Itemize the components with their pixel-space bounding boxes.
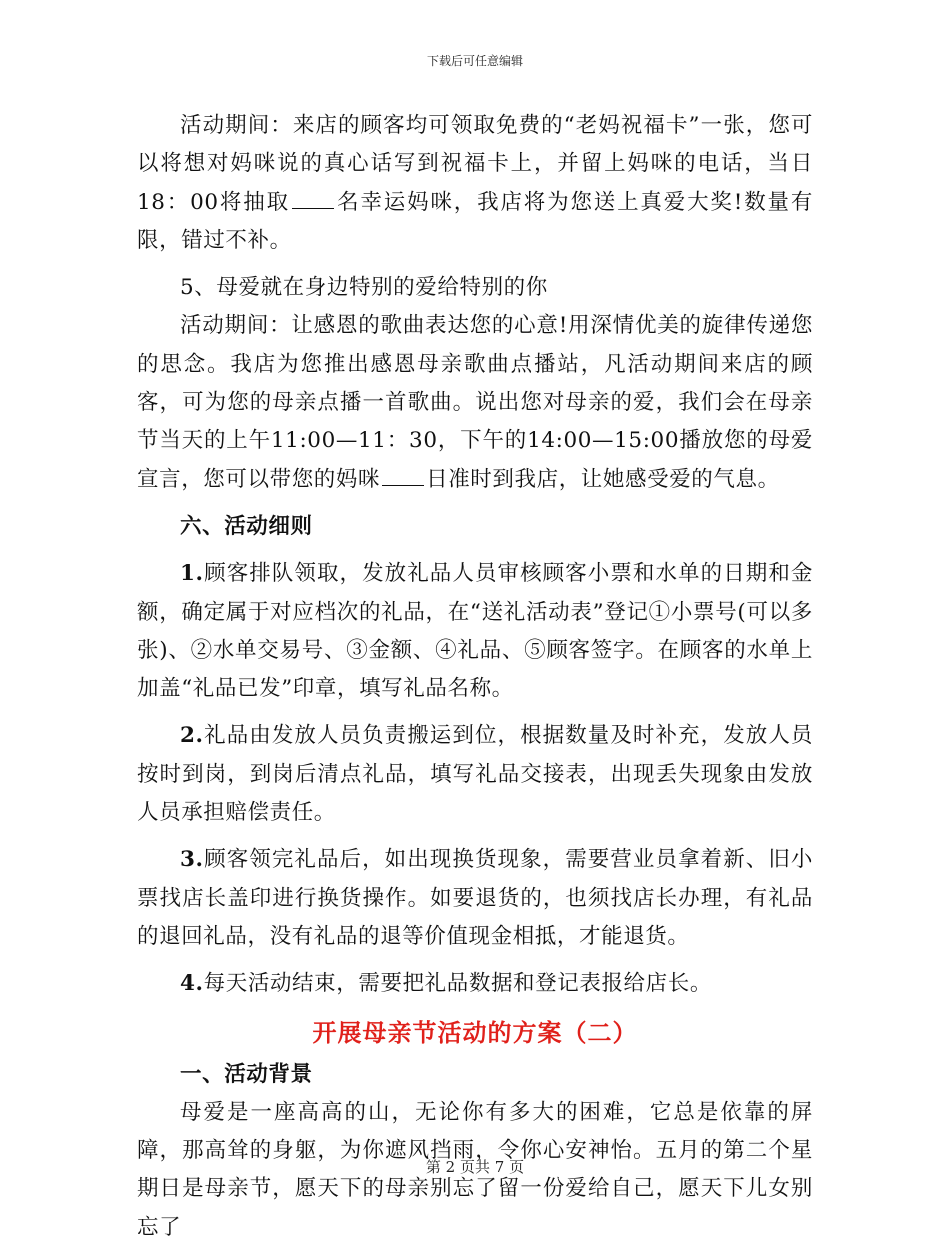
rule-number: 1. bbox=[180, 561, 204, 587]
plan-2-title: 开展母亲节活动的方案（二） bbox=[312, 1017, 638, 1047]
paragraph-text: 日准时到我店，让她感受爱的气息。 bbox=[426, 466, 780, 492]
document-body bbox=[137, 107, 813, 1247]
blank-underline bbox=[292, 190, 334, 209]
rule-text: 顾客排队领取，发放礼品人员审核顾客小票和水单的日期和金额，确定属于对应档次的礼品，在“送礼活动表”登记①小票号(可以多张)、②水单交易号、③金额、④礼品、⑤顾客签字。在顾客的水单上加盖“礼品已发”印章，填写礼品名称。 bbox=[137, 561, 813, 702]
rule-item-1 bbox=[137, 555, 813, 708]
section-6-title: 六、活动细则 bbox=[180, 513, 313, 539]
section-5-title: 5、母爱就在身边特别的爱给特别的你 bbox=[180, 275, 548, 301]
page-footer: 第 2 页共 7 页 bbox=[425, 1158, 525, 1176]
rule-item-4 bbox=[137, 965, 813, 1003]
rule-number: 4. bbox=[180, 971, 204, 997]
rule-number: 2. bbox=[180, 723, 204, 749]
paragraph-text: 名幸运妈咪，我店将为您送上真爱大奖!数量有限，错过不补。 bbox=[137, 189, 813, 253]
rule-item-3 bbox=[137, 841, 813, 956]
paragraph-text: 活动期间：让感恩的歌曲表达您的心意!用深情优美的旋律传递您的思念。我店为您推出感恩母亲歌曲点播站，凡活动期间来店的顾客，可为您的母亲点播一首歌曲。说出您对母亲的爱，我们会在母亲节当天的上午11:00—11：30，下午的14:00—15:00播放您的母爱宣言，您可以带您的妈咪 bbox=[137, 313, 813, 492]
rule-text: 礼品由发放人员负责搬运到位，根据数量及时补充，发放人员按时到岗，到岗后清点礼品，填写礼品交接表，出现丢失现象由发放人员承担赔偿责任。 bbox=[137, 723, 813, 826]
section-1-title: 一、活动背景 bbox=[180, 1061, 313, 1087]
blank-underline bbox=[382, 467, 424, 486]
rule-number: 3. bbox=[180, 847, 204, 873]
rule-text: 顾客领完礼品后，如出现换货现象，需要营业员拿着新、旧小票找店长盖印进行换货操作。如要退货的，也须找店长办理，有礼品的退回礼品，没有礼品的退等价值现金相抵，才能退货。 bbox=[137, 847, 813, 949]
rule-text: 每天活动结束，需要把礼品数据和登记表报给店长。 bbox=[203, 971, 712, 997]
paragraph-text: 活动期间：来店的顾客均可领取免费的“老妈祝福卡”一张，您可以将想对妈咪说的真心话写到祝福卡上，并留上妈咪的电话，当日18：00将抽取 bbox=[137, 113, 813, 215]
page-header: 下载后可任意编辑 bbox=[426, 54, 523, 68]
rule-item-2 bbox=[137, 717, 813, 832]
paragraph-activity-card bbox=[137, 107, 813, 260]
paragraph-background: 母爱是一座高高的山，无论你有多大的困难，它总是依靠的屏障，那高耸的身躯，为你遮风挡雨，令你心安神怡。五月的第二个星期日是母亲节，愿天下的母亲别忘了留一份爱给自己，愿天下儿女别忘了 bbox=[137, 1099, 813, 1240]
paragraph-activity-song bbox=[137, 307, 813, 498]
